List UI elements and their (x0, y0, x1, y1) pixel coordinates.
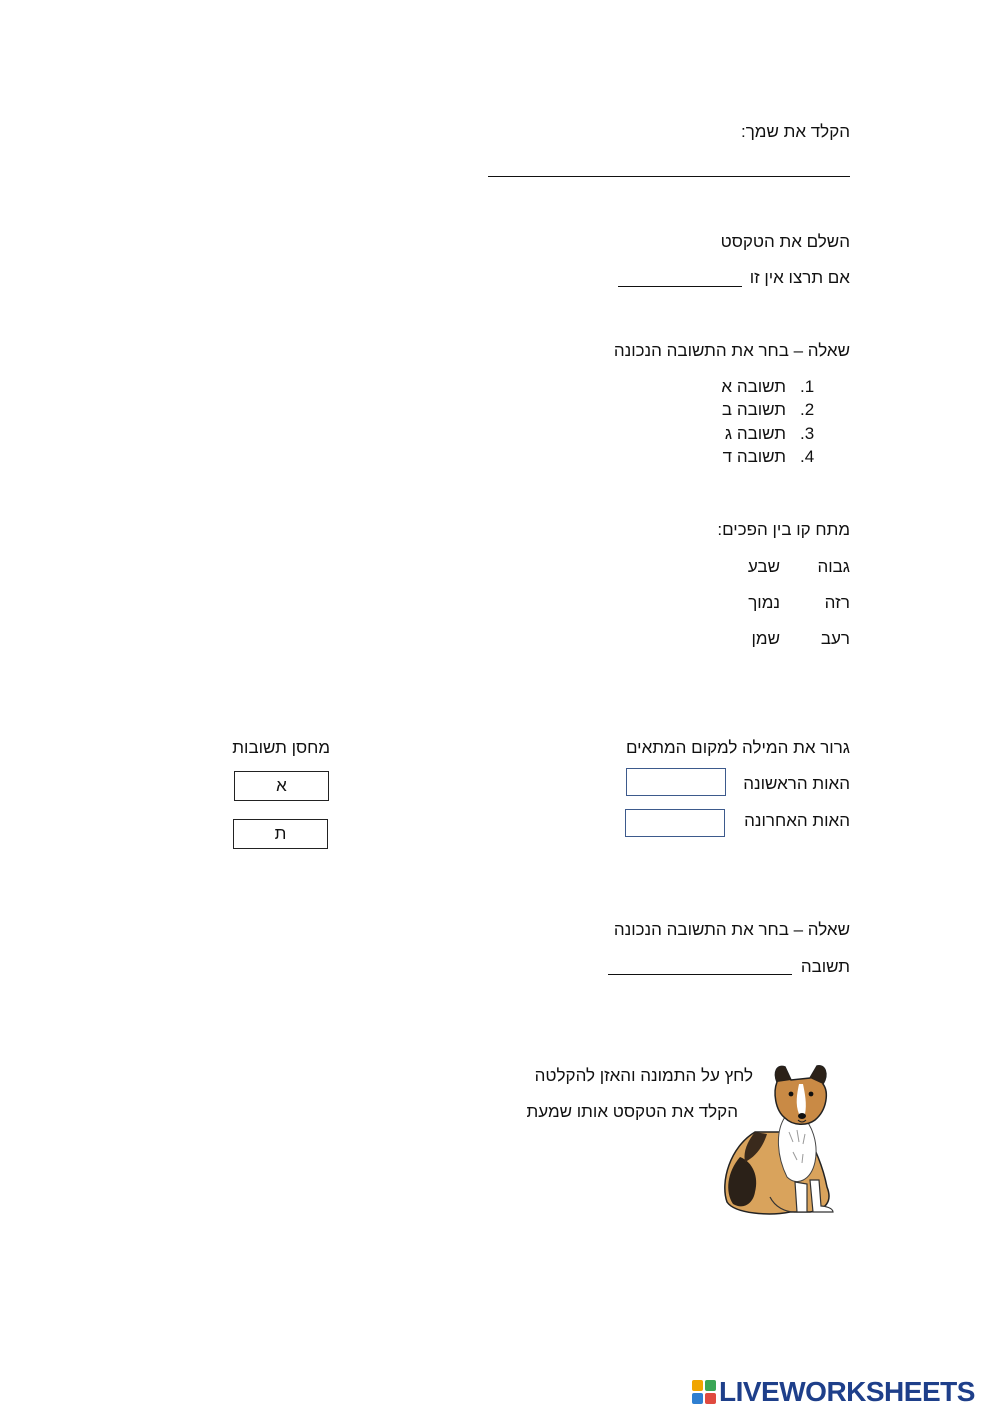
option-number: 4. (800, 447, 815, 466)
answer-option-3[interactable] (725, 424, 820, 444)
name-label: הקלד את שמך: (741, 122, 850, 141)
option-label: תשובה ב (721, 400, 786, 419)
match-left-word[interactable]: שבע (747, 557, 780, 576)
answer-option-4[interactable] (723, 447, 820, 467)
option-label: תשובה ג (724, 424, 786, 443)
word-bank-item-alef[interactable]: א (234, 771, 329, 801)
answer-option-2[interactable] (722, 400, 820, 420)
option-number: 3. (800, 424, 815, 443)
complete-text-sentence: אם תרצו אין זו (749, 268, 850, 287)
option-label: תשובה א (721, 377, 786, 396)
complete-text-title: השלם את הטקסט (720, 232, 850, 251)
drag-slot-label-last: האות האחרונה (744, 811, 850, 830)
option-label: תשובה ד (722, 447, 786, 466)
audio-instruction-2: הקלד את הטקסט אותו שמעת (526, 1102, 738, 1121)
matching-title: מתח קו בין הפכים: (717, 520, 850, 539)
drag-slot-label-first: האות הראשונה (743, 774, 850, 793)
question2-title: שאלה – בחר את התשובה הנכונה (613, 920, 850, 939)
question2-answer-line[interactable] (608, 974, 792, 975)
match-left-word[interactable]: שמן (751, 629, 780, 648)
logo-text: LIVEWORKSHEETS (719, 1376, 975, 1407)
match-left-word[interactable]: נמוך (748, 593, 780, 612)
match-right-word[interactable]: רעב (820, 629, 850, 648)
answer-option-1[interactable] (721, 377, 820, 397)
drag-title: גרור את המילה למקום המתאים (625, 738, 850, 757)
word-bank-item-tav[interactable]: ת (233, 819, 328, 849)
word-bank-title: מחסן תשובות (232, 738, 330, 757)
audio-instruction-1: לחץ על התמונה והאזן להקלטה (534, 1066, 753, 1085)
liveworksheets-logo (692, 1376, 975, 1408)
drop-box-first-letter[interactable] (626, 768, 726, 796)
complete-text-blank[interactable] (618, 286, 742, 287)
match-right-word[interactable]: רזה (824, 593, 850, 612)
dog-image[interactable] (715, 1062, 840, 1217)
drop-box-last-letter[interactable] (625, 809, 725, 837)
logo-grid-icon (692, 1380, 716, 1404)
match-right-word[interactable]: גבוה (817, 557, 850, 576)
option-number: 1. (800, 377, 815, 396)
question1-title: שאלה – בחר את התשובה הנכונה (613, 341, 850, 360)
question2-answer-label: תשובה (800, 957, 850, 976)
name-input-line[interactable] (488, 176, 850, 177)
option-number: 2. (800, 400, 815, 419)
